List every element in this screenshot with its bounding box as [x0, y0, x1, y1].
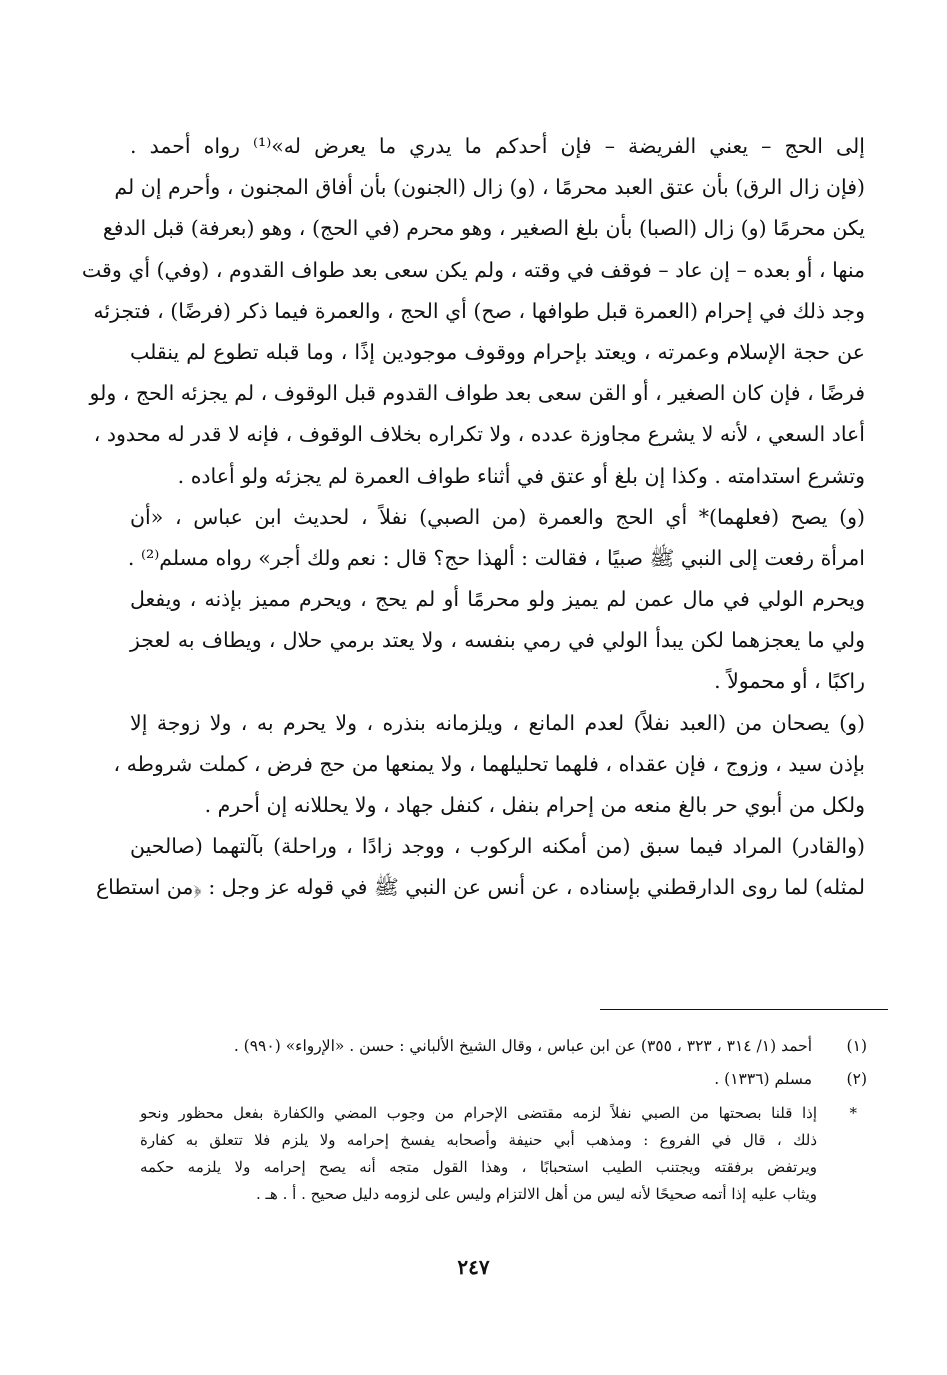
- footnote-text: مسلم (١٣٣٦) .: [714, 1070, 813, 1088]
- text-line: ولكل من أبوي حر بالغ منعه من إحرام بنفل ، كنفل جهاد ، ولا يحللانه إن أحرم .: [204, 793, 865, 817]
- text-line: وتشرع استدامته . وكذا إن بلغ أو عتق في أثناء طواف العمرة لم يجزئه ولو أعاده .: [177, 463, 865, 488]
- footnote-number: (٢): [846, 1070, 867, 1088]
- note-line: ويرتفض برفقته ويجتنب الطيب استحبابًا ، وهذا القول متجه أنه يصح إحرامه ولا يلزمه حكمه: [140, 1158, 817, 1176]
- text-line: منها ، أو بعده – إن عاد – فوقف في وقته ، ولم يكن سعى بعد طواف القدوم ، (وفي) أي وقت: [81, 257, 865, 282]
- text-line: فرضًا ، فإن كان الصغير ، أو القن سعى بعد طواف القدوم قبل الوقوف ، لم يجزئه الحج ، ولو: [89, 381, 865, 406]
- footnote: [140, 1030, 867, 1063]
- footnotes: [140, 1030, 867, 1208]
- text-line: راكبًا ، أو محمولاً .: [714, 669, 865, 694]
- text-line: ويحرم الولي في مال عمن لم يميز ولو محرمًا أو لم يحج ، ويحرم مميز بإذنه ، ويفعل: [130, 587, 865, 612]
- footnote-separator: [600, 1009, 888, 1010]
- text-line: وجد ذلك في إحرام (العمرة قبل طوافها ، صح) أي الحج ، والعمرة فيما ذكر (فرضًا) ، فتجزئه: [93, 298, 865, 323]
- editor-note: [140, 1100, 867, 1208]
- note-line: ذلك ، قال في الفروع : ومذهب أبي حنيفة وأصحابه يفسخ إحرامه ولا يلزم فلا تتعلق به كفارة: [140, 1131, 817, 1149]
- text-line: (و) يصح (فعلهما)* أي الحج والعمرة (من الصبي) نفلاً ، لحديث ابن عباس ، «أن: [130, 504, 865, 529]
- text-line: أعاد السعي ، لأنه لا يشرع مجاوزة عدده ، ولا تكراره بخلاف الوقوف ، فإنه لا قدر له محدود ،: [93, 422, 865, 447]
- footnote-number: (١): [846, 1037, 867, 1055]
- text-line: لمثله) لما روى الدارقطني بإسناده ، عن أنس عن النبي ﷺ في قوله عز وجل : ﴿من استطاع: [95, 875, 865, 900]
- footnote: [140, 1063, 867, 1096]
- text-line: (فإن زال الرق) بأن عتق العبد محرمًا ، (و) زال (الجنون) بأن أفاق المجنون ، وأحرم إن لم: [114, 175, 865, 200]
- footnote-text: أحمد (١/ ٣١٤ ، ٣٢٣ ، ٣٥٥) عن ابن عباس ، وقال الشيخ الألباني : حسن . «الإرواء» (٩٩٠) .: [233, 1037, 813, 1055]
- text-line: إلى الحج – يعني الفريضة – فإن أحدكم ما يدري ما يعرض له»⁽¹⁾ رواه أحمد .: [130, 134, 865, 158]
- page-number: ٢٤٧: [457, 1255, 490, 1279]
- note-line: ويثاب عليه إذا أتمه صحيحًا لأنه ليس من أهل الالتزام وليس على لزومه دليل صحيح . أ . هـ .: [255, 1185, 817, 1203]
- text-line: (و) يصحان من (العبد نفلاً) لعدم المانع ، ويلزمانه بنذره ، ولا يحرم به ، ولا زوجة إلا: [130, 710, 865, 735]
- text-line: امرأة رفعت إلى النبي ﷺ صبيًا ، فقالت : ألهذا حج؟ قال : نعم ولك أجر» رواه مسلم⁽²⁾ .: [127, 545, 865, 570]
- text-line: يكن محرمًا (و) زال (الصبا) بأن بلغ الصغير ، وهو محرم (في الحج) ، وهو (بعرفة) قبل الدفع: [102, 216, 865, 241]
- text-line: بإذن سيد ، وزوج ، فإن عقداه ، فلهما تحليلهما ، ولا يمنعها من حج فرض ، كملت شروطه ،: [113, 751, 865, 776]
- text-line: ولي ما يعجزهما لكن يبدأ الولي في رمي بنفسه ، ولا يعتد برمي حلال ، ويطاف به لعجز: [130, 628, 865, 653]
- text-line: (والقادر) المراد فيما سبق (من أمكنه الركوب ، ووجد زادًا ، وراحلة) بآلتهما (صالحين: [130, 834, 865, 859]
- note-marker: *: [849, 1104, 857, 1122]
- text-line: عن حجة الإسلام وعمرته ، ويعتد بإحرام ووقوف موجودين إذًا ، وما قبله تطوع لم ينقلب: [130, 339, 865, 364]
- note-line: إذا قلنا بصحتها من الصبي نفلاً لزمه مقتضى الإحرام من وجوب المضي والكفارة بفعل محظور ونحو: [140, 1104, 817, 1122]
- main-text: [81, 126, 865, 909]
